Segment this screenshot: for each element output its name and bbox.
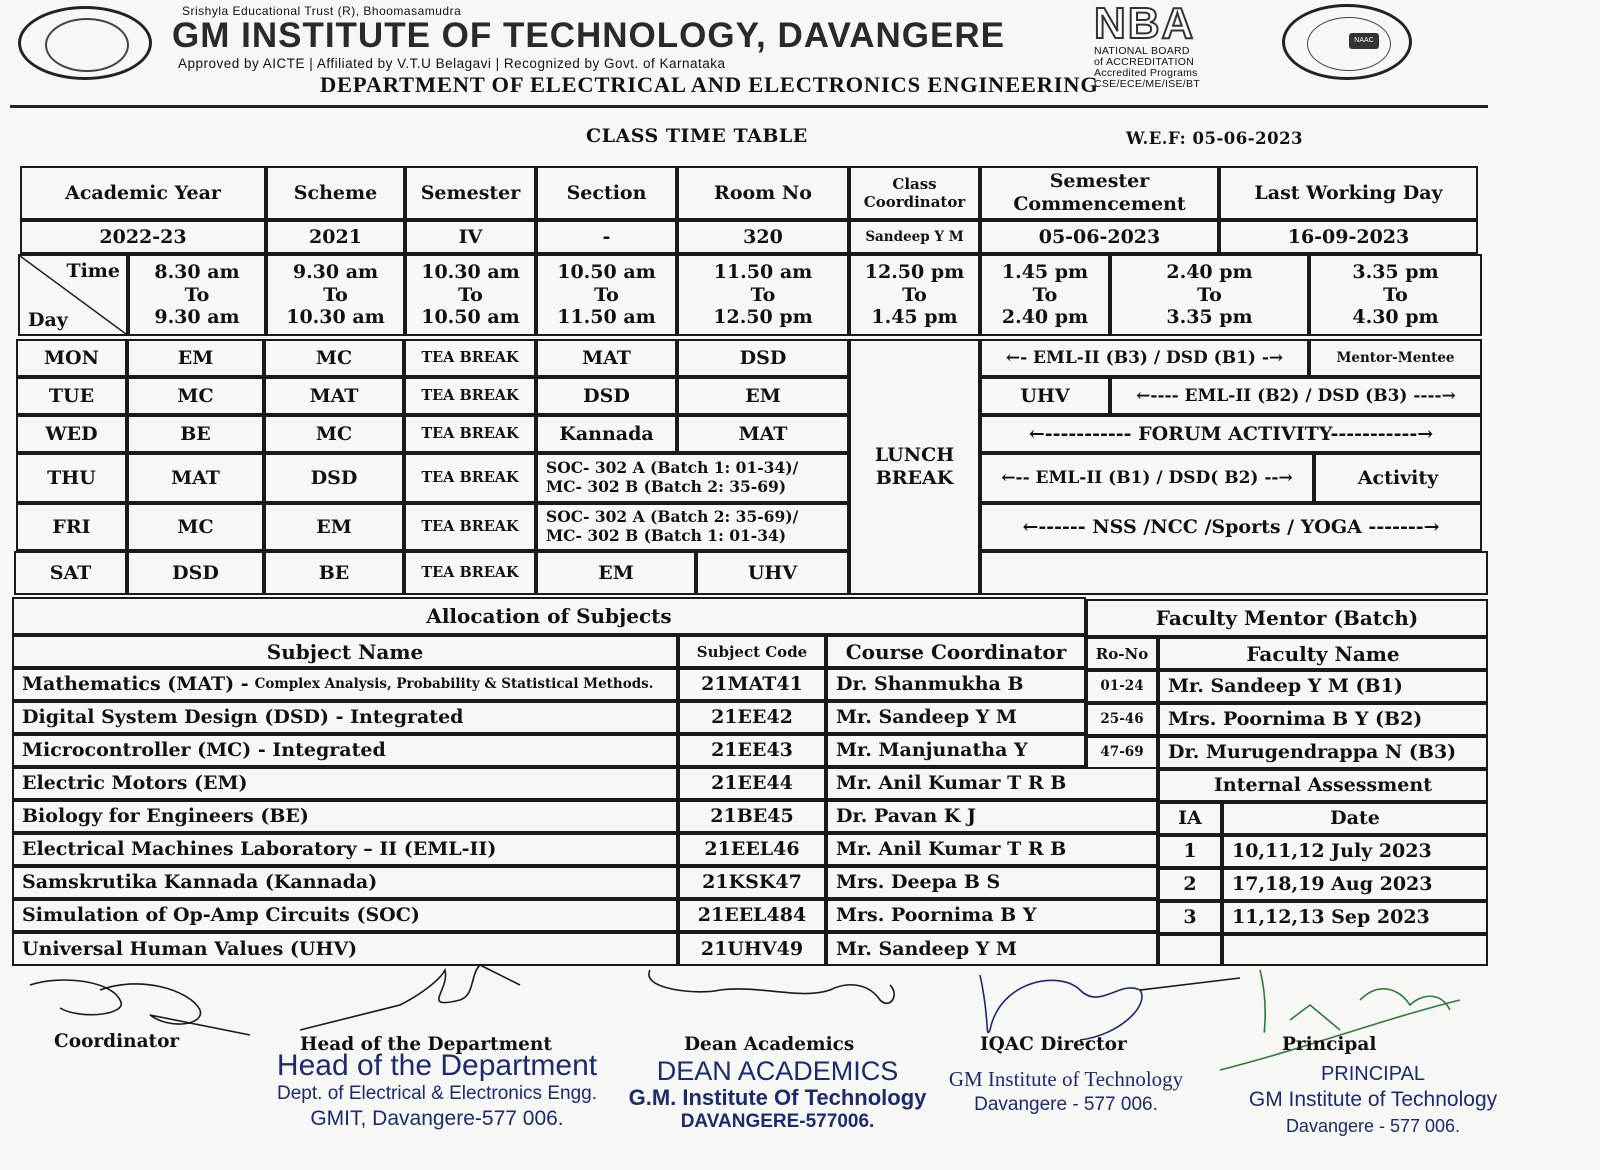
value-section: - xyxy=(536,220,677,254)
wed-slot-1: BE xyxy=(127,415,264,453)
subject-name-header: Subject Name xyxy=(12,635,678,668)
department-name: DEPARTMENT OF ELECTRICAL AND ELECTRONICS ENGINEERING xyxy=(320,72,1099,97)
slot-3: 10.30 am To 10.50 am xyxy=(405,254,536,336)
fri-slot-4-5: SOC- 302 A (Batch 2: 35-69)/ MC- 302 B (Batch 1: 01-34) xyxy=(536,503,849,551)
wed-slot-5: MAT xyxy=(677,415,849,453)
subject-name: Mathematics (MAT) - Complex Analysis, Probability & Statistical Methods. xyxy=(12,668,678,701)
hod-stamp: Head of the Department Dept. of Electrical & Electronics Engg. GMIT, Davangere-577 006. xyxy=(276,1049,598,1130)
time-day-corner xyxy=(18,254,128,336)
tue-slot-7: UHV xyxy=(980,377,1110,415)
subject-name: Biology for Engineers (BE) xyxy=(12,800,678,833)
wed-tea-break: TEA BREAK xyxy=(404,415,536,453)
header-scheme: Scheme xyxy=(266,166,405,220)
value-room-no: 320 xyxy=(677,220,849,254)
value-last-working-day: 16-09-2023 xyxy=(1219,220,1478,254)
ia-number: 1 xyxy=(1158,835,1222,868)
mon-last-slot: Mentor-Mentee xyxy=(1309,339,1482,377)
wed-afternoon: ←----------- FORUM ACTIVITY-----------→ xyxy=(980,415,1482,453)
value-scheme: 2021 xyxy=(266,220,405,254)
nba-mark: NBA xyxy=(1094,0,1196,48)
subject-coordinator: Mr. Anil Kumar T R B xyxy=(826,833,1158,866)
tue-slot-5: EM xyxy=(677,377,849,415)
subject-name: Samskrutika Kannada (Kannada) xyxy=(12,866,678,899)
value-class-coordinator: Sandeep Y M xyxy=(849,220,980,254)
corner-day-label: Day xyxy=(28,309,68,332)
value-academic-year: 2022-23 xyxy=(20,220,266,254)
nba-logo: NBA NATIONAL BOARD of ACCREDITATION Accredited Programs CSE/ECE/ME/ISE/BT xyxy=(1094,2,1244,82)
subject-coordinator: Dr. Shanmukha B xyxy=(826,668,1086,701)
subject-name: Simulation of Op-Amp Circuits (SOC) xyxy=(12,899,678,932)
thu-slot-1: MAT xyxy=(127,453,264,503)
header-class-coordinator: Class Coordinator xyxy=(849,166,980,220)
mon-slot-5: DSD xyxy=(677,339,849,377)
mentor-range: 47-69 xyxy=(1086,736,1158,769)
slot-2: 9.30 am To 10.30 am xyxy=(266,254,405,336)
sat-afternoon xyxy=(980,551,1488,595)
mentor-faculty: Dr. Murugendrappa N (B3) xyxy=(1158,736,1488,769)
slot-7: 1.45 pm To 2.40 pm xyxy=(980,254,1110,336)
mentor-title: Faculty Mentor (Batch) xyxy=(1086,599,1488,637)
wed-slot-4: Kannada xyxy=(536,415,677,453)
header-divider xyxy=(10,105,1488,108)
header-academic-year: Academic Year xyxy=(20,166,266,220)
slot-4: 10.50 am To 11.50 am xyxy=(536,254,677,336)
ia-number: 3 xyxy=(1158,901,1222,934)
subject-code: 21UHV49 xyxy=(678,932,826,966)
allocation-title: Allocation of Subjects xyxy=(12,597,1086,635)
tue-slot-4: DSD xyxy=(536,377,677,415)
tue-slot-2: MAT xyxy=(264,377,404,415)
value-semester-commencement: 05-06-2023 xyxy=(980,220,1219,254)
subject-coordinator: Mr. Sandeep Y M xyxy=(826,701,1086,734)
tue-tea-break: TEA BREAK xyxy=(404,377,536,415)
mon-tea-break: TEA BREAK xyxy=(404,339,536,377)
wed-slot-2: MC xyxy=(264,415,404,453)
mon-slot-1: EM xyxy=(127,339,264,377)
subject-code: 21KSK47 xyxy=(678,866,826,899)
tue-afternoon: ←---- EML-II (B2) / DSD (B3) ----→ xyxy=(1110,377,1482,415)
header-last-working-day: Last Working Day xyxy=(1219,166,1478,220)
dean-stamp: DEAN ACADEMICS G.M. Institute Of Technology DAVANGERE-577006. xyxy=(628,1056,927,1132)
fri-slot-2: EM xyxy=(264,503,404,551)
day-tue: TUE xyxy=(16,377,127,415)
subject-code: 21EEL46 xyxy=(678,833,826,866)
mon-slot-2: MC xyxy=(264,339,404,377)
mon-slot-4: MAT xyxy=(536,339,677,377)
slot-8: 2.40 pm To 3.35 pm xyxy=(1110,254,1309,336)
day-sat: SAT xyxy=(14,551,127,595)
subject-coordinator: Mr. Anil Kumar T R B xyxy=(826,767,1158,800)
iqac-stamp: GM Institute of Technology Davangere - 577 006. xyxy=(948,1067,1184,1115)
faculty-name-header: Faculty Name xyxy=(1158,637,1488,670)
thu-afternoon: ←-- EML-II (B1) / DSD( B2) --→ xyxy=(980,453,1314,503)
sat-slot-4: EM xyxy=(536,551,696,595)
course-coordinator-header: Course Coordinator xyxy=(826,635,1086,668)
subject-name: Electrical Machines Laboratory – II (EML-II) xyxy=(12,833,678,866)
subject-code: 21EE43 xyxy=(678,734,826,767)
approvals-line: Approved by AICTE | Affiliated by V.T.U Belagavi | Recognized by Govt. of Karnataka xyxy=(178,56,726,71)
subject-code: 21EE44 xyxy=(678,767,826,800)
header-semester-commencement: Semester Commencement xyxy=(980,166,1219,220)
hod-signature-label: Head of the Department xyxy=(300,1034,552,1055)
fri-afternoon: ←------ NSS /NCC /Sports / YOGA -------→ xyxy=(980,503,1482,551)
day-thu: THU xyxy=(16,453,127,503)
mentor-range: 25-46 xyxy=(1086,703,1158,736)
subject-coordinator: Dr. Pavan K J xyxy=(826,800,1158,833)
subject-name: Digital System Design (DSD) - Integrated xyxy=(12,701,678,734)
ia-date: 10,11,12 July 2023 xyxy=(1222,835,1488,868)
subject-code-header: Subject Code xyxy=(678,635,826,668)
ia-header: IA xyxy=(1158,802,1222,835)
mentor-range: 01-24 xyxy=(1086,670,1158,703)
trust-name: Srishyla Educational Trust (R), Bhoomasamudra xyxy=(182,4,462,18)
day-fri: FRI xyxy=(16,503,127,551)
thu-last-slot: Activity xyxy=(1314,453,1482,503)
thu-slot-4-5: SOC- 302 A (Batch 1: 01-34)/ MC- 302 B (Batch 2: 35-69) xyxy=(536,453,849,503)
mentor-faculty: Mrs. Poornima B Y (B2) xyxy=(1158,703,1488,736)
subject-name: Microcontroller (MC) - Integrated xyxy=(12,734,678,767)
mentor-faculty: Mr. Sandeep Y M (B1) xyxy=(1158,670,1488,703)
sat-slot-2: BE xyxy=(264,551,404,595)
subject-coordinator: Mr. Sandeep Y M xyxy=(826,932,1158,966)
slot-6: 12.50 pm To 1.45 pm xyxy=(849,254,980,336)
principal-stamp: PRINCIPAL GM Institute of Technology Davangere - 577 006. xyxy=(1248,1063,1498,1136)
tue-slot-1: MC xyxy=(127,377,264,415)
subject-code: 21MAT41 xyxy=(678,668,826,701)
ro-no-header: Ro-No xyxy=(1086,637,1158,670)
fri-slot-1: MC xyxy=(127,503,264,551)
corner-time-label: Time xyxy=(66,260,120,282)
subject-name: Universal Human Values (UHV) xyxy=(12,932,678,966)
day-mon: MON xyxy=(16,339,127,377)
ia-date: 11,12,13 Sep 2023 xyxy=(1222,901,1488,934)
naac-logo: NAAC xyxy=(1282,4,1412,80)
subject-coordinator: Mr. Manjunatha Y xyxy=(826,734,1086,767)
subject-code: 21EE42 xyxy=(678,701,826,734)
slot-1: 8.30 am To 9.30 am xyxy=(128,254,266,336)
sat-tea-break: TEA BREAK xyxy=(404,551,536,595)
thu-slot-2: DSD xyxy=(264,453,404,503)
subject-coordinator: Mrs. Deepa B S xyxy=(826,866,1158,899)
page-title: CLASS TIME TABLE xyxy=(586,125,808,147)
fri-tea-break: TEA BREAK xyxy=(404,503,536,551)
header-room-no: Room No xyxy=(677,166,849,220)
subject-code: 21EEL484 xyxy=(678,899,826,932)
principal-signature-label: Principal xyxy=(1282,1034,1377,1055)
subject-name: Electric Motors (EM) xyxy=(12,767,678,800)
day-wed: WED xyxy=(16,415,127,453)
value-semester: IV xyxy=(405,220,536,254)
slot-9: 3.35 pm To 4.30 pm xyxy=(1309,254,1482,336)
header-semester: Semester xyxy=(405,166,536,220)
mon-afternoon: ←- EML-II (B3) / DSD (B1) -→ xyxy=(980,339,1309,377)
assessment-title: Internal Assessment xyxy=(1158,769,1488,802)
date-header: Date xyxy=(1222,802,1488,835)
thu-tea-break: TEA BREAK xyxy=(404,453,536,503)
header-section: Section xyxy=(536,166,677,220)
lunch-break: LUNCH BREAK xyxy=(849,339,980,595)
sat-slot-1: DSD xyxy=(127,551,264,595)
subject-code: 21BE45 xyxy=(678,800,826,833)
subject-coordinator: Mrs. Poornima B Y xyxy=(826,899,1158,932)
slot-5: 11.50 am To 12.50 pm xyxy=(677,254,849,336)
effective-date: W.E.F: 05-06-2023 xyxy=(1126,129,1304,148)
institute-name: GM INSTITUTE OF TECHNOLOGY, DAVANGERE xyxy=(172,16,1005,55)
ia-number: 2 xyxy=(1158,868,1222,901)
ia-date: 17,18,19 Aug 2023 xyxy=(1222,868,1488,901)
coordinator-signature-label: Coordinator xyxy=(54,1031,180,1052)
dean-signature-label: Dean Academics xyxy=(684,1034,855,1055)
gmit-logo xyxy=(18,6,152,80)
sat-slot-5: UHV xyxy=(696,551,849,595)
iqac-signature-label: IQAC Director xyxy=(980,1034,1127,1055)
